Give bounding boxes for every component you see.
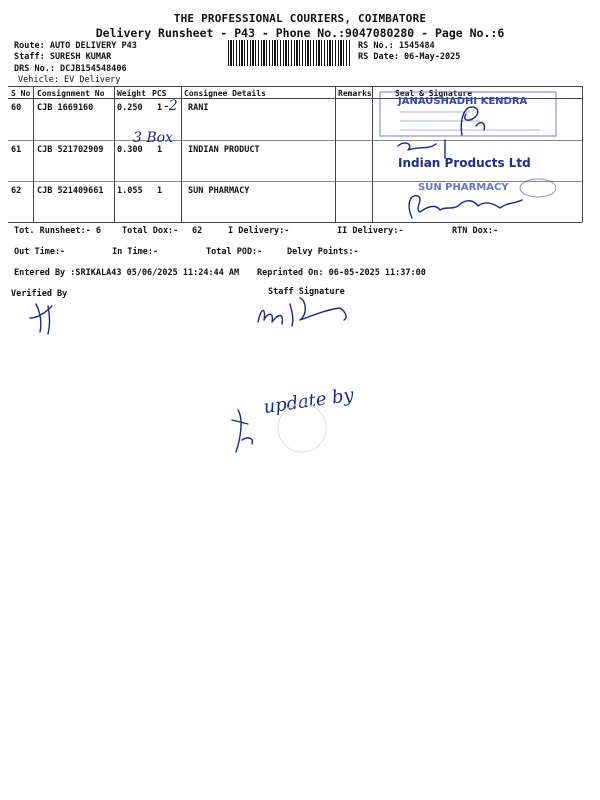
- route-text: Route: AUTO DELIVERY P43: [14, 41, 137, 51]
- row-consignment: CJB 1669160: [37, 103, 94, 113]
- entered-by-text: Entered By :SRIKALA43 05/06/2025 11:24:44 AM: [14, 268, 240, 278]
- ii-delivery-label: II Delivery:-: [337, 226, 404, 236]
- rtn-dox-label: RTN Dox:-: [452, 226, 499, 236]
- indian-products-stamp: [398, 156, 531, 170]
- drs-text: DRS No.: DCJB154548406: [14, 64, 127, 74]
- delvy-points-label: Delvy Points:-: [287, 247, 359, 257]
- row-consignee: INDIAN PRODUCT: [188, 145, 260, 155]
- row-weight: 0.250: [117, 103, 143, 113]
- rs-date: RS Date: 06-May-2025: [358, 52, 461, 62]
- stamp-sun-pharmacy-text: SUN PHARMACY: [418, 182, 509, 193]
- row-sno: 62: [11, 186, 22, 196]
- row-weight: 0.300: [117, 145, 143, 155]
- verified-by-label: Verified By: [11, 289, 68, 299]
- header-remarks: Remarks: [338, 89, 372, 98]
- row-pcs: 1: [157, 145, 163, 155]
- sun-pharmacy-stamp: [418, 179, 556, 197]
- total-runsheet: Tot. Runsheet:- 6: [14, 226, 101, 236]
- janaushadhi-stamp: [380, 92, 556, 136]
- row-consignment: CJB 521409661: [37, 186, 104, 196]
- company-title: THE PROFESSIONAL COURIERS, COIMBATORE: [173, 12, 427, 25]
- row-weight: 1.055: [117, 186, 143, 196]
- total-dox-label: Total Dox:-: [122, 226, 179, 236]
- row-sno: 61: [11, 145, 22, 155]
- total-dox-value: 62: [192, 226, 203, 236]
- signature-row-62: [409, 196, 522, 218]
- total-pod-label: Total POD:-: [206, 247, 263, 257]
- row-consignment: CJB 521702909: [37, 145, 104, 155]
- initials-mark: [232, 410, 252, 452]
- header-seal-signature: Seal & Signature: [395, 89, 473, 98]
- header-consignment: Consignment No: [37, 89, 105, 98]
- runsheet-subtitle: Delivery Runsheet - P43 - Phone No.:9047080280 - Page No.:6: [95, 26, 505, 40]
- i-delivery-label: I Delivery:-: [228, 226, 290, 236]
- row-pcs: 1: [157, 186, 163, 196]
- in-time-label: In Time:-: [112, 247, 159, 257]
- update-by-note: update by: [262, 384, 355, 419]
- staff-signature-label: Staff Signature: [268, 287, 345, 297]
- box-count-note: 3 Box: [133, 130, 173, 146]
- staff-text: Staff: SURESH KUMAR: [14, 52, 112, 62]
- vehicle-text: Vehicle: EV Delivery: [18, 75, 121, 85]
- stamp-janaushadhi-text: JANAUSHADHI KENDRA: [398, 96, 528, 107]
- row-consignee: RANI: [188, 103, 209, 113]
- row-sno: 60: [11, 103, 22, 113]
- stamp-indian-products-text: Indian Products Ltd: [398, 156, 531, 170]
- rs-number: RS No.: 1545484: [358, 41, 435, 51]
- verified-by-signature: [30, 304, 52, 334]
- header-pcs: PCS: [152, 89, 167, 98]
- header-consignee: Consignee Details: [184, 89, 266, 98]
- row-pcs: 1: [157, 103, 163, 113]
- staff-signature-mark: [258, 298, 346, 326]
- out-time-label: Out Time:-: [14, 247, 66, 257]
- header-sno: S No: [11, 89, 31, 98]
- header-weight: Weight: [117, 89, 146, 98]
- pcs-correction-note: -2: [164, 98, 178, 114]
- row-consignee: SUN PHARMACY: [188, 186, 250, 196]
- reprinted-on-text: Reprinted On: 06-05-2025 11:37:00: [257, 268, 426, 278]
